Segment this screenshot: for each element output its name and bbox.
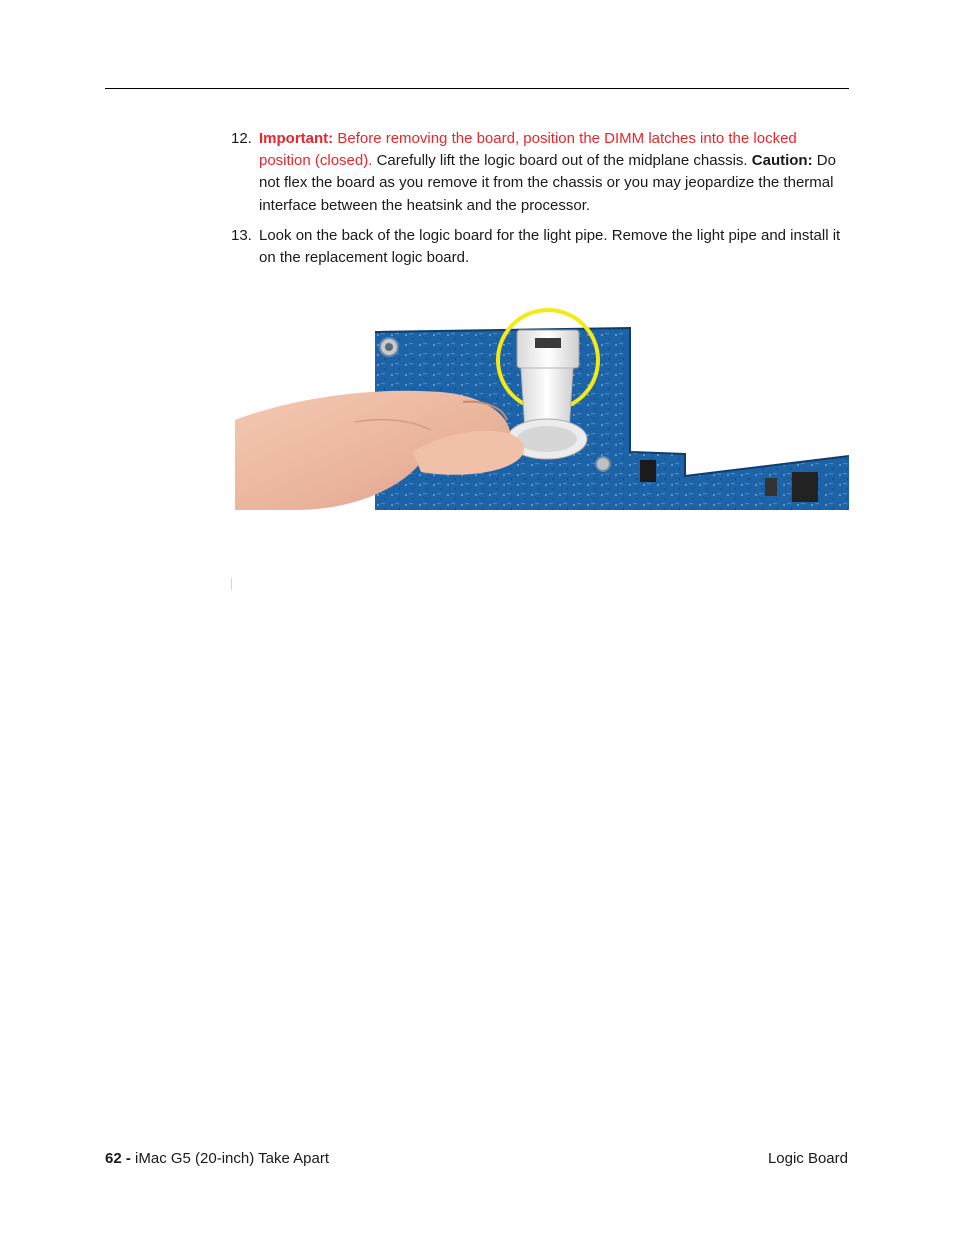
- step-number: 13.: [231, 227, 252, 244]
- step-text: Look on the back of the logic board for the light pipe. Remove the light pipe and install it on the replacement logic board.: [259, 227, 841, 267]
- doc-title: iMac G5 (20-inch) Take Apart: [135, 1150, 330, 1167]
- light-pipe-photo: [235, 302, 849, 510]
- step-12: [231, 128, 851, 217]
- page-number: 62 -: [105, 1150, 131, 1167]
- margin-mark: [231, 578, 232, 590]
- header-rule: [105, 88, 849, 89]
- important-text: Before removing the board, position the DIMM latches into the locked position (closed).: [259, 130, 797, 170]
- caution-text: Do not flex the board as you remove it from the chassis or you may jeopardize the thermal interface between the heatsink and the processor.: [259, 152, 836, 214]
- step-text: Carefully lift the logic board out of the midplane chassis.: [376, 152, 748, 170]
- step-body: [259, 128, 851, 217]
- step-13: [231, 225, 851, 269]
- important-label: Important:: [259, 130, 334, 147]
- footer-left: [105, 1150, 329, 1167]
- caution-label: Caution:: [751, 152, 813, 170]
- step-number: 12.: [231, 130, 252, 147]
- section-title: Logic Board: [767, 1150, 848, 1167]
